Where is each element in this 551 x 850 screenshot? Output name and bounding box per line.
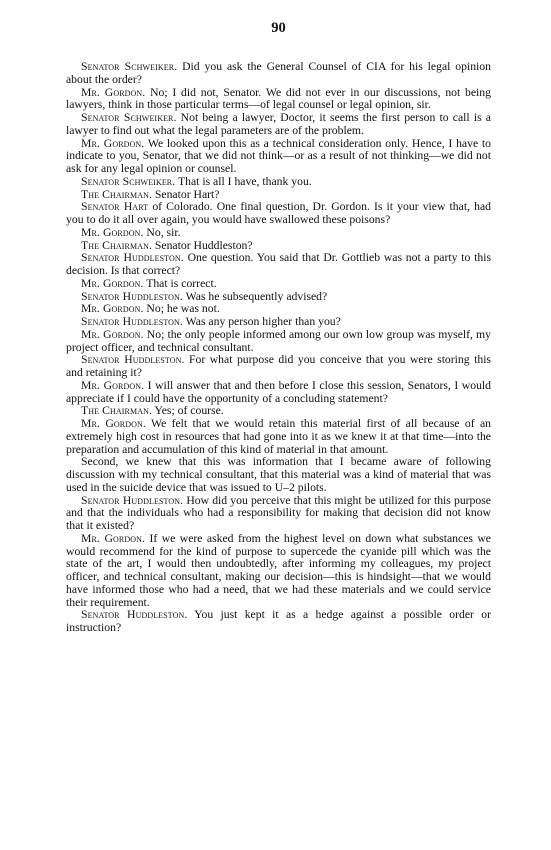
paragraph-text: For what purpose did you conceive that you were storing this and retaining it? bbox=[66, 353, 491, 379]
speaker-name: Senator Huddleston. bbox=[81, 315, 183, 328]
paragraph-text: You just kept it as a hedge against a possible order or instruction? bbox=[66, 608, 491, 634]
speaker-name: Senator Huddleston. bbox=[81, 251, 184, 265]
transcript-paragraph bbox=[66, 533, 491, 610]
paragraph-text: We felt that we would retain this material first of all because of an extremely high cost in resources that had gone into it as we knew it at that time—into the preparation and accumulation of this kind of material in that amount. bbox=[66, 417, 491, 456]
speaker-name: Mr. Gordon. bbox=[81, 417, 146, 430]
speaker-name: Senator Huddleston. bbox=[81, 493, 184, 507]
speaker-name: Mr. Gordon. bbox=[81, 85, 146, 99]
speaker-name: Senator Schweiker. bbox=[81, 174, 176, 188]
speaker-name: Mr. Gordon. bbox=[81, 225, 144, 239]
transcript-paragraph bbox=[66, 456, 491, 494]
speaker-name: Mr. Gordon. bbox=[81, 302, 144, 316]
transcript-paragraph bbox=[66, 112, 491, 138]
paragraph-text: If we were asked from the highest level on down what substances we would recommend for the kind of purpose to supercede the cyanide pill which was the state of the art, I would then undoubtedly, after informing my colleagues, my project officer, and technical consultant, making our decision—this is hindsight—that we would have informed those who had a need, that we had these materials and we could service their requirement. bbox=[66, 531, 491, 609]
transcript-paragraph bbox=[66, 138, 491, 176]
transcript-paragraph bbox=[66, 329, 491, 355]
paragraph-text: No; the only people informed among our own low group was myself, my project officer, and technical consultant. bbox=[66, 327, 491, 354]
paragraph-text: Was any person higher than you? bbox=[182, 315, 341, 328]
transcript-paragraph bbox=[66, 252, 491, 278]
speaker-name: Mr. Gordon. bbox=[81, 327, 144, 341]
transcript-paragraph bbox=[66, 495, 491, 533]
paragraph-text: That is all I have, thank you. bbox=[175, 174, 312, 188]
speaker-name: The Chairman. bbox=[81, 404, 152, 418]
speaker-name: Senator Schweiker. bbox=[81, 111, 177, 124]
paragraph-text: I will answer that and then before I close this session, Senators, I would appreciate if I could have the opportunity of a concluding statement? bbox=[66, 378, 491, 405]
paragraph-text: How did you perceive that this might be utilized for this purpose and that the individuals who had a responsibility for making that decision did not know that it existed? bbox=[66, 493, 491, 532]
speaker-name: Senator Schweiker. bbox=[81, 60, 178, 73]
paragraph-text: Senator Hart? bbox=[151, 187, 220, 201]
paragraph-text: Senator Huddleston? bbox=[151, 238, 253, 252]
speaker-name: Senator Huddleston. bbox=[81, 289, 183, 303]
speaker-name: The Chairman. bbox=[81, 238, 152, 252]
speaker-name: Mr. Gordon. bbox=[81, 531, 146, 545]
paragraph-text: Not being a lawyer, Doctor, it seems the first person to call is a lawyer to find out what the legal parameters are of the problem. bbox=[66, 111, 491, 137]
speaker-name: Senator Hart bbox=[81, 200, 149, 214]
transcript-paragraph bbox=[66, 201, 491, 227]
speaker-name: Senator Huddleston. bbox=[81, 353, 185, 367]
paragraph-text: No, sir. bbox=[143, 225, 181, 239]
paragraph-text: Was he subsequently advised? bbox=[182, 289, 328, 303]
paragraph-text: No; he was not. bbox=[143, 302, 220, 316]
paragraph-text: Second, we knew that this was information that I became aware of following discussion with my technical consultant, that this material was a kind of material that was used in the suicide device that was issued to U–2 pilots. bbox=[66, 455, 491, 494]
paragraph-text: We looked upon this as a technical consideration only. Hence, I have to indicate to you, Senator, that we did not think—or as a result of not thinking—we did not ask for any legal opinion or counsel. bbox=[66, 136, 491, 175]
transcript-paragraph bbox=[66, 87, 491, 113]
transcript-paragraph bbox=[66, 354, 491, 380]
transcript-paragraph bbox=[66, 418, 491, 456]
paragraph-text: No; I did not, Senator. We did not ever in our discussions, not being lawyers, think in those particular terms—of legal counsel or legal opinion, sir. bbox=[66, 85, 491, 112]
paragraph-text: That is correct. bbox=[143, 276, 217, 290]
paragraph-text: of Colorado. One final question, Dr. Gordon. Is it your view that, had you to do it all over again, you would have swallowed these poisons? bbox=[66, 200, 491, 226]
paragraph-text: Yes; of course. bbox=[151, 404, 224, 418]
transcript-paragraph bbox=[66, 380, 491, 406]
speaker-name: Mr. Gordon. bbox=[81, 136, 145, 150]
speaker-name: Mr. Gordon. bbox=[81, 378, 145, 392]
speaker-name: The Chairman. bbox=[81, 187, 152, 201]
transcript-paragraph bbox=[66, 609, 491, 635]
speaker-name: Mr. Gordon. bbox=[81, 276, 144, 290]
transcript-body bbox=[66, 61, 491, 635]
page-number: 90 bbox=[271, 20, 286, 36]
paragraph-text: One question. You said that Dr. Gottlieb was not a party to this decision. Is that correct? bbox=[66, 251, 492, 277]
transcript-paragraph bbox=[66, 61, 491, 87]
paragraph-text: Did you ask the General Counsel of CIA for his legal opinion about the order? bbox=[66, 60, 491, 86]
speaker-name: Senator Huddleston. bbox=[81, 608, 188, 622]
